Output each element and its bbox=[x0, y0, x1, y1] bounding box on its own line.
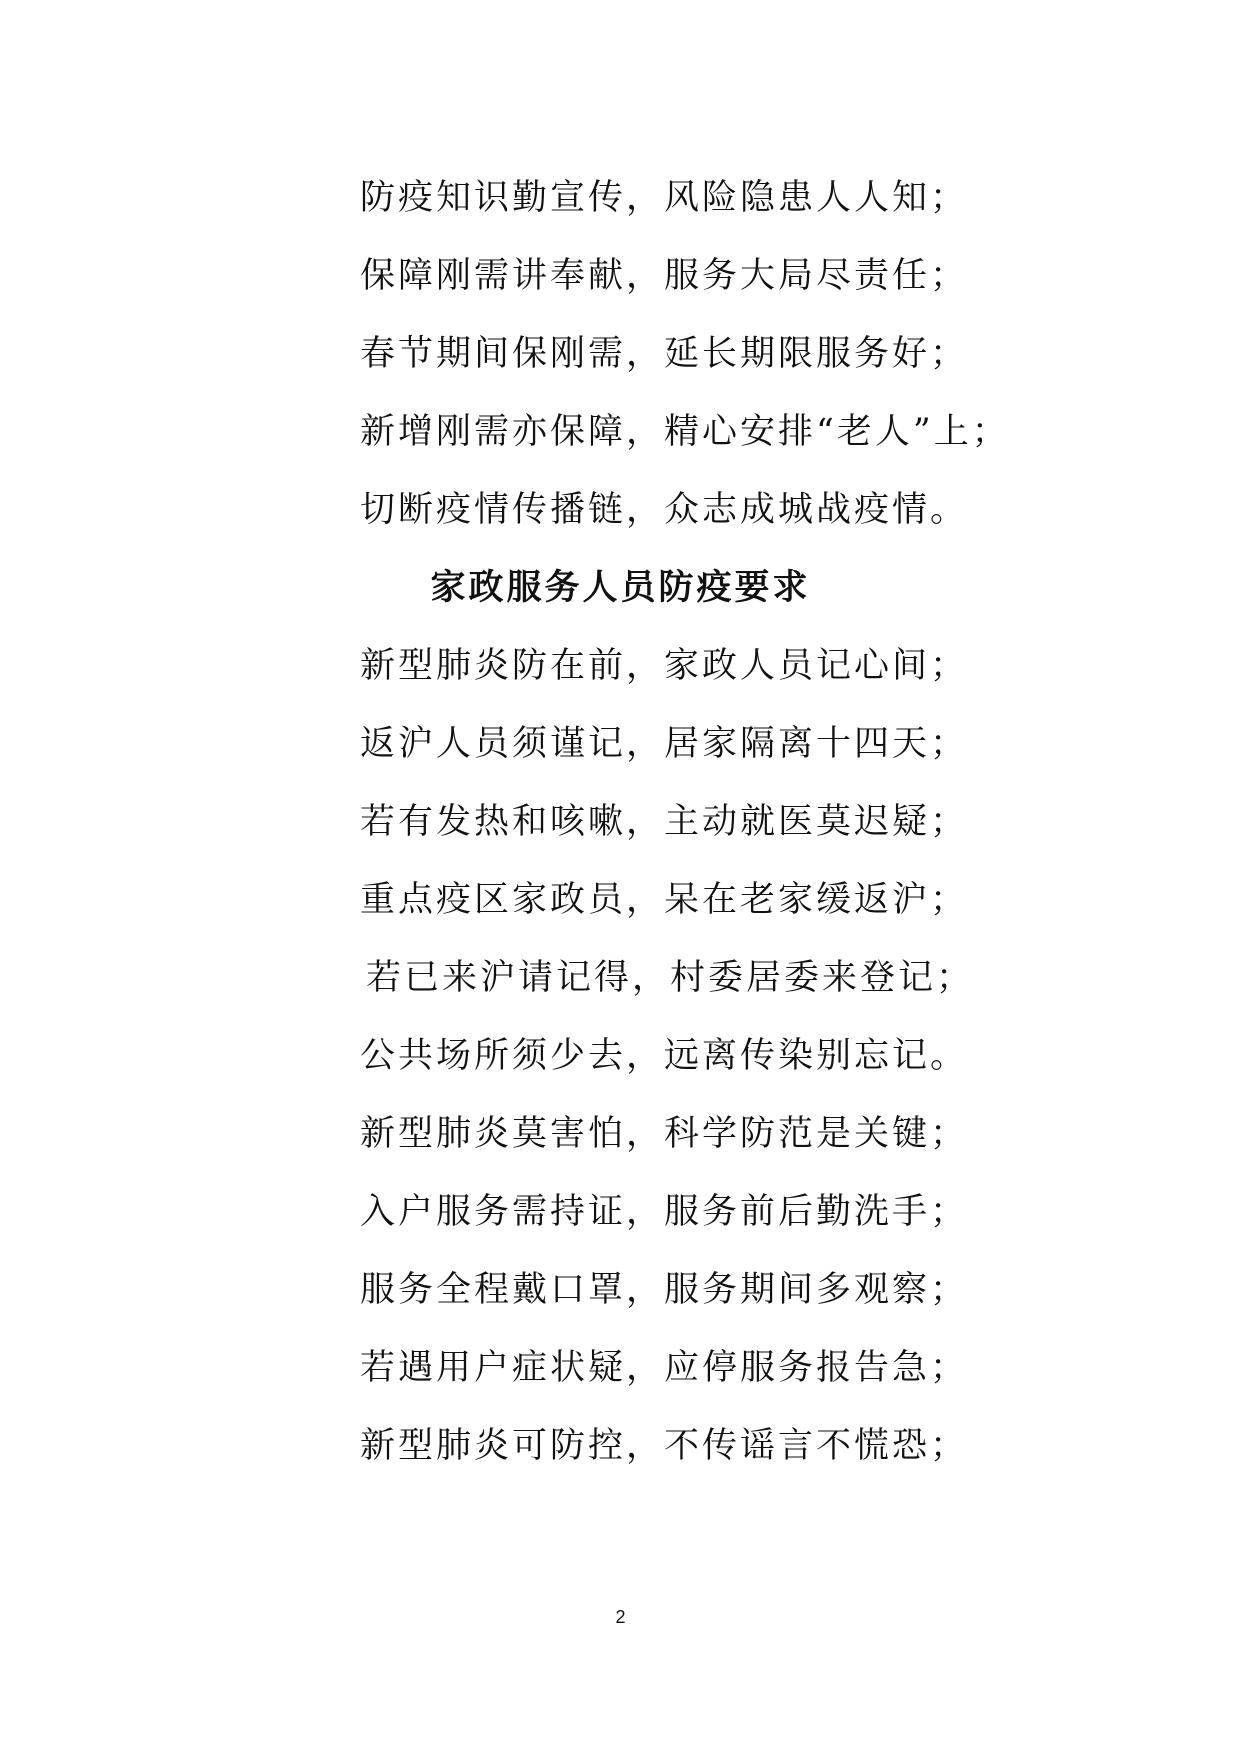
verse-line: 新型肺炎莫害怕，科学防范是关键； bbox=[360, 1114, 969, 1154]
verse-line: 保障刚需讲奉献，服务大局尽责任； bbox=[360, 256, 969, 296]
verse-line: 公共场所须少去，远离传染别忘记。 bbox=[360, 1036, 969, 1076]
verse-line: 入户服务需持证，服务前后勤洗手； bbox=[360, 1192, 969, 1232]
verse-line: 春节期间保刚需，延长期限服务好； bbox=[360, 334, 969, 374]
verse-line: 新增刚需亦保障，精心安排“老人”上； bbox=[360, 412, 1010, 452]
page-number: 2 bbox=[615, 1607, 626, 1627]
section-heading: 家政服务人员防疫要求 bbox=[430, 567, 811, 608]
verse-line: 切断疫情传播链，众志成城战疫情。 bbox=[360, 490, 969, 530]
verse-line: 服务全程戴口罩，服务期间多观察； bbox=[360, 1270, 969, 1310]
verse-line: 若遇用户症状疑，应停服务报告急； bbox=[360, 1348, 969, 1388]
verse-line: 若有发热和咳嗽，主动就医莫迟疑； bbox=[360, 802, 969, 842]
verse-line: 防疫知识勤宣传，风险隐患人人知； bbox=[360, 178, 969, 218]
verse-line: 若已来沪请记得，村委居委来登记； bbox=[366, 958, 975, 998]
verse-line: 新型肺炎防在前，家政人员记心间； bbox=[360, 646, 969, 686]
verse-line: 返沪人员须谨记，居家隔离十四天； bbox=[360, 724, 969, 764]
verse-line: 重点疫区家政员，呆在老家缓返沪； bbox=[360, 880, 969, 920]
verse-line: 新型肺炎可防控，不传谣言不慌恐； bbox=[360, 1426, 969, 1466]
